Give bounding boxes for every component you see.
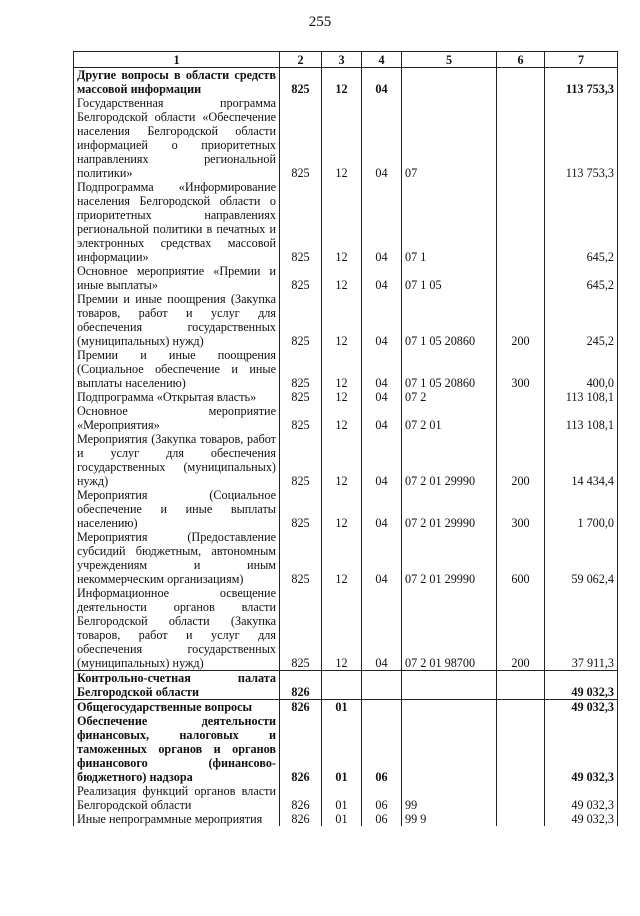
row-amount: 37 911,3 [545,586,618,671]
row-expense-type: 200 [497,292,545,348]
row-amount: 113 108,1 [545,404,618,432]
table-row [74,714,618,784]
row-amount: 645,2 [545,180,618,264]
row-target-article: 99 [402,784,497,812]
header-col-2: 2 [280,52,322,68]
row-subsection-code [362,700,402,715]
row-name: Мероприятия (Закупка товаров, работ и услуг для обеспечения государственных (муниципальных) нужд) [74,432,280,488]
row-amount: 113 108,1 [545,390,618,404]
row-name: Основное мероприятие «Мероприятия» [74,404,280,432]
row-subsection-code: 04 [362,530,402,586]
row-name: Другие вопросы в области средств массовой информации [74,68,280,97]
header-col-4: 4 [362,52,402,68]
row-ministry-code: 826 [280,714,322,784]
header-col-3: 3 [322,52,362,68]
row-expense-type [497,714,545,784]
header-row [74,52,618,68]
row-section-code: 12 [322,488,362,530]
row-expense-type [497,68,545,97]
row-expense-type [497,784,545,812]
row-target-article: 07 1 05 20860 [402,292,497,348]
header-col-1: 1 [74,52,280,68]
row-expense-type [497,264,545,292]
row-amount: 59 062,4 [545,530,618,586]
row-section-code: 01 [322,784,362,812]
row-target-article: 07 2 01 98700 [402,586,497,671]
row-section-code: 01 [322,812,362,826]
row-target-article [402,68,497,97]
row-ministry-code: 825 [280,96,322,180]
row-ministry-code: 826 [280,812,322,826]
row-name: Мероприятия (Предоставление субсидий бюджетным, автономным учреждениям и иным некоммерческим организациям) [74,530,280,586]
row-amount: 245,2 [545,292,618,348]
row-target-article [402,671,497,700]
row-subsection-code: 04 [362,432,402,488]
table-row [74,530,618,586]
header-col-5: 5 [402,52,497,68]
table-row [74,812,618,826]
row-section-code: 12 [322,404,362,432]
table-row [74,390,618,404]
row-name: Обеспечение деятельности финансовых, налоговых и таможенных органов и органов финансового (финансово-бюджетного) надзора [74,714,280,784]
row-name: Мероприятия (Социальное обеспечение и иные выплаты населению) [74,488,280,530]
row-subsection-code: 04 [362,68,402,97]
row-ministry-code: 826 [280,671,322,700]
row-expense-type: 200 [497,586,545,671]
row-amount: 113 753,3 [545,68,618,97]
row-ministry-code: 825 [280,264,322,292]
row-expense-type [497,671,545,700]
header-col-7: 7 [545,52,618,68]
table-row [74,488,618,530]
row-ministry-code: 825 [280,292,322,348]
row-ministry-code: 826 [280,784,322,812]
table-row [74,264,618,292]
row-target-article: 99 9 [402,812,497,826]
row-ministry-code: 825 [280,68,322,97]
row-expense-type [497,390,545,404]
row-section-code: 12 [322,432,362,488]
table-row [74,700,618,715]
row-subsection-code: 04 [362,488,402,530]
table-row [74,68,618,97]
row-expense-type: 300 [497,348,545,390]
row-section-code: 12 [322,390,362,404]
row-name: Подпрограмма «Информирование населения Белгородской области о приоритетных направлениях региональной политики в печатных и электронных средствах массовой информации» [74,180,280,264]
row-expense-type [497,180,545,264]
row-section-code: 12 [322,292,362,348]
row-amount: 49 032,3 [545,714,618,784]
row-subsection-code: 04 [362,404,402,432]
row-subsection-code: 04 [362,180,402,264]
budget-table [73,51,618,826]
row-ministry-code: 825 [280,432,322,488]
row-ministry-code: 825 [280,348,322,390]
row-expense-type [497,700,545,715]
row-subsection-code: 04 [362,264,402,292]
row-subsection-code: 06 [362,784,402,812]
row-ministry-code: 825 [280,586,322,671]
table-row [74,292,618,348]
table-row [74,348,618,390]
row-ministry-code: 825 [280,488,322,530]
row-target-article [402,700,497,715]
row-subsection-code: 06 [362,812,402,826]
table-row [74,180,618,264]
row-expense-type [497,404,545,432]
row-name: Иные непрограммные мероприятия [74,812,280,826]
row-expense-type: 600 [497,530,545,586]
row-section-code: 12 [322,586,362,671]
row-name: Информационное освещение деятельности органов власти Белгородской области (Закупка товаров, работ и услуг для обеспечения государственных (муниципальных) нужд) [74,586,280,671]
row-amount: 113 753,3 [545,96,618,180]
row-name: Контрольно-счетная палата Белгородской области [74,671,280,700]
row-amount: 14 434,4 [545,432,618,488]
table-row [74,586,618,671]
row-expense-type [497,96,545,180]
row-amount: 49 032,3 [545,812,618,826]
row-subsection-code: 06 [362,714,402,784]
row-target-article: 07 2 01 29990 [402,530,497,586]
row-name: Государственная программа Белгородской области «Обеспечение населения Белгородской области информацией о приоритетных направлениях региональной политики» [74,96,280,180]
row-target-article: 07 2 01 29990 [402,488,497,530]
row-ministry-code: 825 [280,390,322,404]
row-target-article: 07 2 01 29990 [402,432,497,488]
row-subsection-code: 04 [362,586,402,671]
row-name: Основное мероприятие «Премии и иные выплаты» [74,264,280,292]
row-section-code: 12 [322,68,362,97]
row-section-code: 01 [322,714,362,784]
table-row [74,671,618,700]
row-target-article [402,714,497,784]
table-row [74,432,618,488]
row-section-code: 12 [322,96,362,180]
row-section-code: 12 [322,348,362,390]
row-name: Реализация функций органов власти Белгородской области [74,784,280,812]
row-amount: 49 032,3 [545,784,618,812]
row-name: Премии и иные поощрения (Закупка товаров, работ и услуг для обеспечения государственных (муниципальных) нужд) [74,292,280,348]
row-amount: 1 700,0 [545,488,618,530]
row-name: Премии и иные поощрения (Социальное обеспечение и иные выплаты населению) [74,348,280,390]
row-target-article: 07 1 05 [402,264,497,292]
row-ministry-code: 825 [280,180,322,264]
row-amount: 49 032,3 [545,700,618,715]
row-section-code [322,671,362,700]
row-target-article: 07 [402,96,497,180]
row-expense-type: 300 [497,488,545,530]
row-subsection-code: 04 [362,348,402,390]
row-name: Подпрограмма «Открытая власть» [74,390,280,404]
row-subsection-code: 04 [362,96,402,180]
row-amount: 645,2 [545,264,618,292]
row-amount: 400,0 [545,348,618,390]
row-ministry-code: 825 [280,404,322,432]
row-name: Общегосударственные вопросы [74,700,280,715]
header-col-6: 6 [497,52,545,68]
table-row [74,96,618,180]
row-section-code: 01 [322,700,362,715]
row-subsection-code: 04 [362,292,402,348]
table-row [74,784,618,812]
row-target-article: 07 1 [402,180,497,264]
row-ministry-code: 826 [280,700,322,715]
row-target-article: 07 2 01 [402,404,497,432]
page-number: 255 [308,14,332,30]
row-target-article: 07 2 [402,390,497,404]
row-subsection-code [362,671,402,700]
table-row [74,404,618,432]
row-subsection-code: 04 [362,390,402,404]
row-ministry-code: 825 [280,530,322,586]
row-amount: 49 032,3 [545,671,618,700]
row-target-article: 07 1 05 20860 [402,348,497,390]
row-section-code: 12 [322,264,362,292]
row-expense-type [497,812,545,826]
row-section-code: 12 [322,530,362,586]
row-section-code: 12 [322,180,362,264]
row-expense-type: 200 [497,432,545,488]
